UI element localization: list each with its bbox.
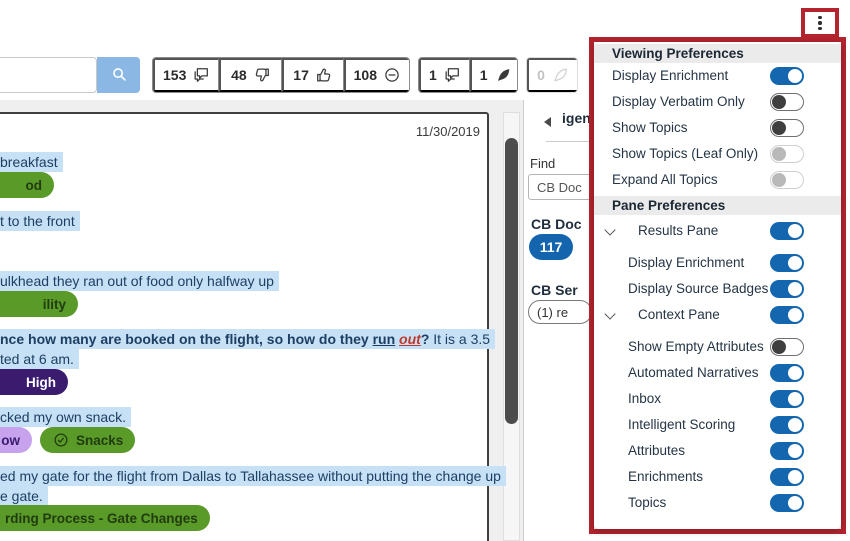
document-text-line	[0, 466, 506, 486]
toggle-knob	[772, 340, 786, 354]
toggle-attributes[interactable]	[770, 442, 804, 460]
stat-minus-circle-button[interactable]	[344, 58, 409, 92]
menu-item-display-verbatim-only	[594, 90, 841, 114]
badge-row	[0, 291, 78, 317]
menu-item-attributes	[594, 439, 841, 463]
menu-item-display-enrichment	[594, 64, 841, 88]
menu-item-topics	[594, 491, 841, 515]
stat-value: 1	[429, 67, 437, 83]
topic-badge[interactable]	[0, 291, 78, 317]
badge-row	[0, 172, 54, 198]
stat-group-2	[418, 57, 518, 93]
document-text-line	[0, 211, 80, 231]
topic-badge[interactable]	[0, 427, 32, 453]
chevron-down-icon[interactable]	[604, 224, 615, 235]
stat-value: 0	[537, 67, 545, 83]
comments-icon	[192, 66, 210, 84]
highlighted-text: breakfast	[0, 154, 58, 170]
toggle-show-empty-attributes[interactable]	[770, 338, 804, 356]
preferences-menu	[594, 42, 841, 529]
toggle-knob	[788, 224, 802, 238]
toggle-knob	[788, 256, 802, 270]
toggle-knob	[772, 147, 786, 161]
menu-item-label: Expand All Topics	[612, 172, 718, 187]
badge-row	[0, 369, 68, 395]
menu-item-results-pane	[594, 219, 841, 243]
toggle-display-source-badges[interactable]	[770, 280, 804, 298]
stat-feather-button	[527, 58, 577, 92]
panel-tab-label: igen	[562, 110, 591, 126]
toggle-results-pane[interactable]	[770, 222, 804, 240]
toggle-knob	[788, 444, 802, 458]
check-circle-icon	[52, 431, 70, 449]
highlighted-text: nce how many are booked on the flight, so how do they	[0, 331, 373, 347]
minus-circle-icon	[383, 66, 401, 84]
menu-item-label: Inbox	[628, 391, 662, 406]
toggle-intelligent-scoring[interactable]	[770, 416, 804, 434]
toggle-knob	[788, 366, 802, 380]
toggle-knob	[788, 496, 802, 510]
topic-badge[interactable]	[0, 505, 210, 531]
stat-thumbs-down-button[interactable]	[219, 58, 281, 92]
toggle-knob	[772, 95, 786, 109]
menu-item-label: Display Enrichment	[628, 255, 745, 270]
topic-badge[interactable]	[40, 427, 135, 453]
toggle-knob	[788, 69, 802, 83]
toggle-inbox[interactable]	[770, 390, 804, 408]
stat-thumbs-up-button[interactable]	[282, 58, 344, 92]
menu-item-label: Attributes	[628, 443, 686, 458]
feather-icon	[551, 66, 569, 84]
toggle-knob	[788, 418, 802, 432]
menu-item-context-pane	[594, 303, 841, 327]
badge-label: Snacks	[76, 432, 124, 448]
thumbs-up-icon	[315, 66, 333, 84]
search-button[interactable]	[97, 57, 140, 93]
menu-item-inbox	[594, 387, 841, 411]
document-text-line	[0, 349, 79, 369]
misspelled-word: out	[399, 331, 421, 347]
ser-filter-pill[interactable]: (1) re	[528, 300, 592, 324]
highlighted-text: ed my gate for the flight from Dallas to Tallahassee without putting the change up	[0, 468, 501, 484]
toggle-knob	[788, 470, 802, 484]
menu-item-show-topics-leaf-only-	[594, 142, 841, 166]
toggle-knob	[788, 282, 802, 296]
thumbs-down-icon	[253, 66, 271, 84]
stat-group-1	[152, 57, 410, 93]
menu-item-display-source-badges	[594, 277, 841, 301]
comments-icon	[443, 66, 461, 84]
stat-group-3	[526, 57, 578, 93]
document-text-line	[0, 486, 48, 506]
doc-group-heading: CB Doc	[531, 216, 582, 232]
toggle-topics[interactable]	[770, 494, 804, 512]
menu-item-label: Show Empty Attributes	[628, 339, 764, 354]
highlighted-text: e gate.	[0, 488, 43, 504]
stat-value: 48	[231, 67, 247, 83]
menu-section-header: Viewing Preferences	[594, 44, 841, 63]
search-icon	[110, 65, 128, 86]
highlighted-text: cked my own snack.	[0, 409, 127, 425]
toggle-knob	[772, 173, 786, 187]
annotation-kebab-highlight	[801, 8, 839, 38]
menu-item-label: Display Verbatim Only	[612, 94, 745, 109]
menu-item-automated-narratives	[594, 361, 841, 385]
topic-badge[interactable]	[0, 369, 68, 395]
menu-item-label: Results Pane	[638, 223, 719, 238]
menu-item-display-enrichment	[594, 251, 841, 275]
ser-group-heading: CB Ser	[531, 282, 578, 298]
menu-item-show-empty-attributes	[594, 335, 841, 359]
menu-item-intelligent-scoring	[594, 413, 841, 437]
toggle-knob	[788, 308, 802, 322]
menu-item-label: Intelligent Scoring	[628, 417, 736, 432]
document-date: 11/30/2019	[415, 124, 480, 139]
menu-item-expand-all-topics	[594, 168, 841, 192]
stat-value: 108	[353, 67, 377, 83]
badge-label: High	[26, 374, 56, 390]
chevron-down-icon[interactable]	[604, 308, 615, 319]
badge-row	[0, 427, 135, 453]
toggle-expand-all-topics	[770, 171, 804, 189]
toggle-show-topics-leaf-only-	[770, 145, 804, 163]
menu-item-label: Enrichments	[628, 469, 704, 484]
menu-item-show-topics	[594, 116, 841, 140]
toggle-automated-narratives[interactable]	[770, 364, 804, 382]
search-input[interactable]	[0, 57, 97, 93]
highlighted-text: ?	[420, 331, 430, 347]
badge-label: ility	[42, 296, 66, 312]
badge-label: rding Process - Gate Changes	[5, 510, 198, 526]
quill-icon	[494, 66, 512, 84]
menu-item-enrichments	[594, 465, 841, 489]
toggle-context-pane[interactable]	[770, 306, 804, 324]
menu-item-label: Topics	[628, 495, 667, 510]
document-text-line	[0, 329, 495, 349]
menu-item-label: Display Source Badges	[628, 281, 769, 296]
doc-count-badge: 117	[529, 234, 573, 260]
stat-quill-button[interactable]	[470, 58, 518, 92]
menu-item-label: Context Pane	[638, 307, 720, 322]
stat-comments-button[interactable]	[419, 58, 470, 92]
highlighted-text: It is a 3.5	[429, 331, 491, 347]
stat-comments-button[interactable]	[153, 58, 219, 92]
stat-value: 1	[479, 67, 488, 83]
menu-item-label: Automated Narratives	[628, 365, 759, 380]
highlighted-text: t to the front	[0, 213, 75, 229]
kebab-menu-icon[interactable]	[816, 14, 824, 33]
find-label: Find	[530, 156, 556, 171]
toggle-display-enrichment[interactable]	[770, 254, 804, 272]
badge-row	[0, 505, 210, 531]
collapse-panel-icon[interactable]	[544, 117, 551, 127]
toggle-knob	[772, 121, 786, 135]
toggle-enrichments[interactable]	[770, 468, 804, 486]
highlighted-text: ulkhead they ran out of food only halfway up	[0, 273, 274, 289]
highlighted-text: run	[372, 331, 396, 347]
menu-item-label: Show Topics (Leaf Only)	[612, 146, 759, 161]
badge-label: od	[25, 177, 42, 193]
highlighted-text: ted at 6 am.	[0, 351, 74, 367]
menu-item-label: Display Enrichment	[612, 68, 729, 83]
annotation-menu-highlight	[589, 37, 846, 534]
stat-value: 153	[163, 67, 187, 83]
menu-section-header: Pane Preferences	[594, 196, 841, 215]
document-text-line	[0, 152, 63, 172]
toggle-knob	[788, 392, 802, 406]
badge-label: ow	[1, 432, 20, 448]
menu-item-label: Show Topics	[612, 120, 688, 135]
document-text-line	[0, 407, 131, 427]
toggle-display-verbatim-only[interactable]	[770, 93, 804, 111]
scrollbar-thumb[interactable]	[505, 138, 518, 424]
topic-badge[interactable]	[0, 172, 54, 198]
toggle-display-enrichment[interactable]	[770, 67, 804, 85]
toggle-show-topics[interactable]	[770, 119, 804, 137]
document-text-line	[0, 271, 279, 291]
stat-value: 17	[293, 67, 309, 83]
